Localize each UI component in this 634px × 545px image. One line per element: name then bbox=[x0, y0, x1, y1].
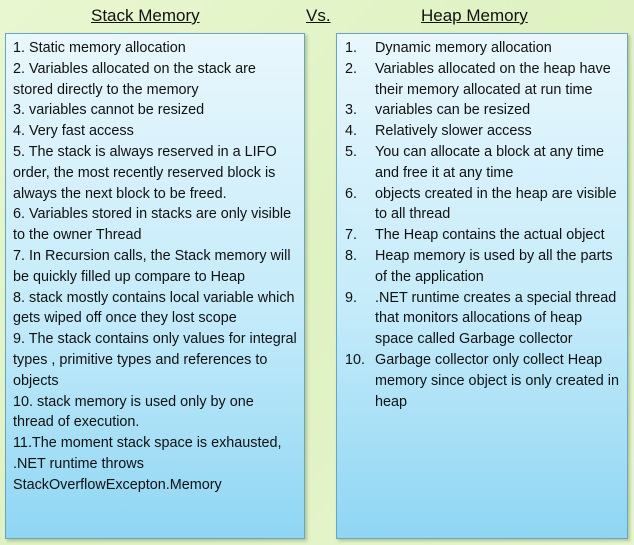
heap-item-number: 9. bbox=[345, 289, 358, 306]
stack-item-2: 2. Variables allocated on the stack are stored directly to the memory bbox=[13, 60, 256, 98]
heap-item-number: 2. bbox=[345, 60, 358, 77]
heap-item-text: Relatively slower access bbox=[375, 123, 532, 140]
heap-item-text: Garbage collector only collect Heap memory since object is only created in heap bbox=[375, 351, 619, 410]
heap-item-text: objects created in the heap are visible to all thread bbox=[375, 185, 617, 223]
heap-memory-panel bbox=[336, 33, 628, 539]
stack-item-7: 7. In Recursion calls, the Stack memory will be quickly filled up compare to Heap bbox=[13, 247, 291, 285]
stack-item-3: 3. variables cannot be resized bbox=[13, 102, 205, 119]
heap-item-2 bbox=[345, 59, 623, 101]
heap-item-text: Dynamic memory allocation bbox=[375, 40, 552, 56]
heap-item-number: 4. bbox=[345, 123, 358, 140]
stack-item-8: 8. stack mostly contains local variable which gets wiped off once they lost scope bbox=[13, 289, 295, 327]
heap-memory-heading: Heap Memory bbox=[421, 6, 528, 25]
stack-item-5: 5. The stack is always reserved in a LIFO order, the most recently reserved block is always the next block to be freed. bbox=[13, 143, 277, 202]
stack-memory-heading: Stack Memory bbox=[91, 6, 200, 25]
heap-item-8 bbox=[345, 246, 623, 288]
heap-item-number: 5. bbox=[345, 143, 358, 160]
heap-item-5 bbox=[345, 142, 623, 184]
heap-item-text: .NET runtime creates a special thread that monitors allocations of heap space called Garbage collector bbox=[375, 289, 617, 348]
stack-item-4: 4. Very fast access bbox=[13, 123, 134, 140]
heap-item-7 bbox=[345, 225, 623, 246]
heap-item-3 bbox=[345, 100, 623, 121]
heap-item-number: 10. bbox=[345, 351, 366, 368]
stack-memory-panel bbox=[5, 33, 305, 539]
heap-item-6 bbox=[345, 184, 623, 226]
heap-item-4 bbox=[345, 121, 623, 142]
stack-item-11: 11.The moment stack space is exhausted, .NET runtime throws StackOverflowExcepton.Memory bbox=[13, 435, 282, 493]
heap-item-number: 3. bbox=[345, 102, 358, 119]
heap-item-number: 8. bbox=[345, 247, 358, 264]
heap-item-number: 7. bbox=[345, 227, 358, 244]
heap-item-text: The Heap contains the actual object bbox=[375, 227, 605, 244]
stack-item-1: 1. Static memory allocation bbox=[13, 40, 186, 56]
heap-item-9 bbox=[345, 288, 623, 350]
stack-item-10: 10. stack memory is used only by one thread of execution. bbox=[13, 393, 254, 431]
heap-item-text: You can allocate a block at any time and free it at any time bbox=[375, 143, 605, 181]
versus-heading: Vs. bbox=[306, 6, 331, 25]
heap-item-1 bbox=[345, 38, 623, 59]
heap-item-text: variables can be resized bbox=[375, 102, 531, 119]
heap-item-text: Heap memory is used by all the parts of the application bbox=[375, 247, 613, 285]
stack-item-6: 6. Variables stored in stacks are only visible to the owner Thread bbox=[13, 206, 292, 244]
stack-item-9: 9. The stack contains only values for integral types , primitive types and references to objects bbox=[13, 331, 297, 389]
heap-item-10 bbox=[345, 350, 623, 412]
heap-item-text: Variables allocated on the heap have their memory allocated at run time bbox=[375, 60, 611, 98]
heap-item-number: 6. bbox=[345, 185, 358, 202]
heap-item-number: 1. bbox=[345, 40, 358, 56]
